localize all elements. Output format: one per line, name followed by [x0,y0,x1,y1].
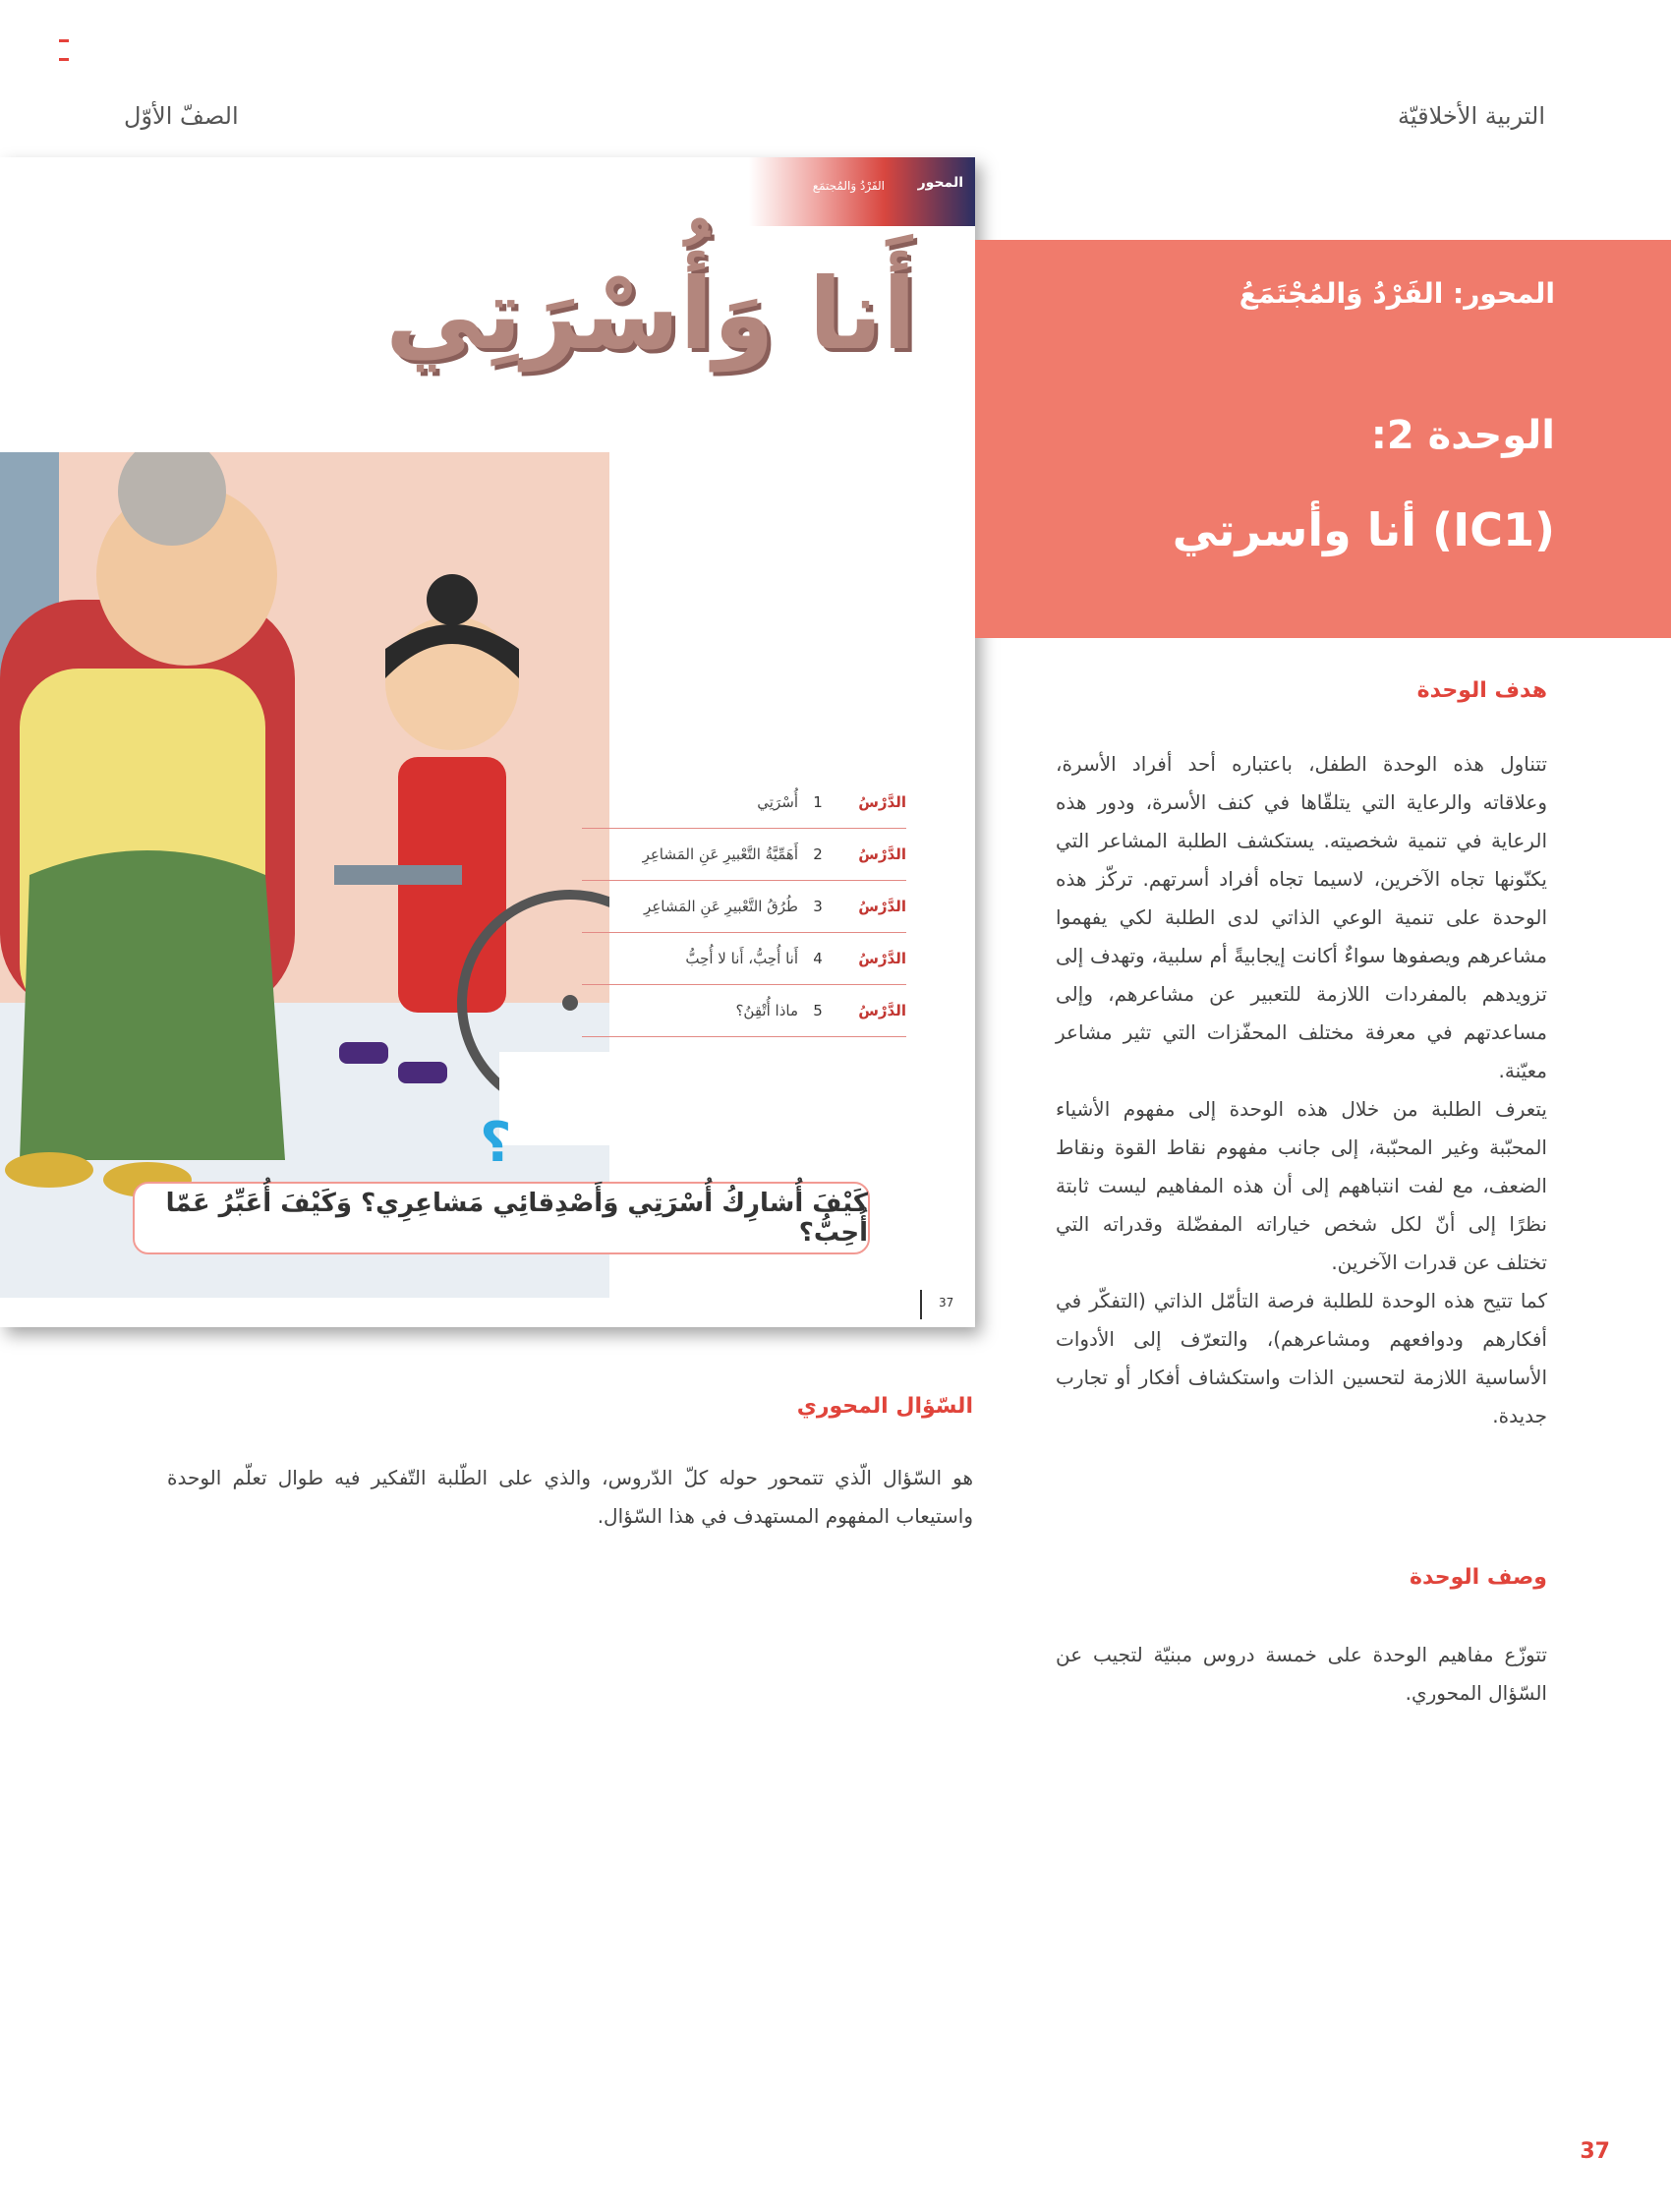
inner-page-number: 37 [939,1296,954,1310]
unit-goal-body [1056,745,1547,1435]
unit-goal-heading: هدف الوحدة [1416,678,1547,703]
lesson-number: 2 [813,845,823,863]
lesson-title: ماذا أُتْقِنُ؟ [735,1002,798,1019]
lesson-row [582,829,906,881]
unit-description-heading: وصف الوحدة [1410,1565,1547,1590]
question-mark-icon: ؟ [480,1111,512,1175]
core-question-heading: السّؤال المحوري [796,1394,973,1419]
unit-description-text: تتوزّع مفاهيم الوحدة على خمسة دروس مبنيّة لتجيب عن السّؤال المحوري. [1056,1643,1547,1705]
unit-goal-paragraph: يتعرف الطلبة من خلال هذه الوحدة إلى مفهوم الأشياء المحبّبة وغير المحبّبة، إلى جانب مفهوم نقاط القوة ونقاط الضعف، مع لفت انتباههم إلى أن هذه المفاهيم ليست ثابتة نظرًا إلى أنّ لكل شخص خياراته المفضّلة وقدراته التي تختلف عن قدرات الآخرين. [1056,1097,1547,1274]
lesson-number: 5 [813,1002,823,1019]
subject-header: التربية الأخلاقيّة [1398,102,1545,130]
top-corner-mark [59,28,86,31]
lesson-label: الدَّرْسُ [858,950,906,967]
lesson-row [582,777,906,829]
banner-axis: المحور: الفَرْدُ وَالمُجْتَمَعُ [1239,277,1555,310]
lesson-number: 4 [813,950,823,967]
lesson-label: الدَّرْسُ [858,793,906,811]
lesson-number: 3 [813,898,823,915]
lesson-title: أَهَمِّيَّةُ التَّعْبيرِ عَنِ المَشاعِرِ [642,845,798,863]
lesson-title: أُسْرَتِي [757,793,798,811]
unit-title-art: أَنا وَأُسْرَتِي [385,257,916,372]
page-number-divider [920,1290,922,1319]
unit-goal-paragraph: تتناول هذه الوحدة الطفل، باعتباره أحد أفراد الأسرة، وعلاقاته والرعاية التي يتلقّاها في كنف الأسرة، ودور هذه الرعاية في تنمية شخصيته. يستكشف الطلبة المشاعر التي يكنّونها تجاه الآخرين، لاسيما تجاه أفراد أسرتهم. تركّز هذه الوحدة على تنمية الوعي الذاتي لدى الطلبة لكي يفهموا مشاعرهم ويصفوها سواءٌ أكانت إيجابيةً أم سلبية، وتهدف إلى تزويدهم بالمفردات اللازمة للتعبير عن مشاعرهم، وإلى مساعدتهم في معرفة مختلف المحفّزات التي تثير مشاعر معيّنة. [1056,752,1547,1082]
central-question-box [133,1182,870,1254]
unit-goal-paragraph: كما تتيح هذه الوحدة للطلبة فرصة التأمّل الذاتي (التفكّر في أفكارهم ودوافعهم ومشاعرهم)، والتعرّف إلى الأدوات الأساسية اللازمة لتحسين الذات واستكشاف أفكار أو تجارب جديدة. [1056,1289,1547,1427]
family-illustration [0,452,609,1298]
lesson-row [582,985,906,1037]
white-cover-box [499,1052,632,1145]
page-number: 37 [1580,2139,1610,2164]
lesson-label: الدَّرْسُ [858,898,906,915]
lesson-number: 1 [813,793,823,811]
lesson-row [582,881,906,933]
lesson-title: أَنا أُحِبُّ، أَنا لا أُحِبُّ [685,950,798,967]
lesson-row [582,933,906,985]
ribbon-axis-label: المحور [917,175,963,191]
banner-unit-number: الوحدة 2: [1370,413,1555,458]
banner-unit-title: (IC1) أنا وأسرتي [1172,503,1555,556]
grade-header: الصفّ الأوّل [124,102,239,130]
lesson-label: الدَّرْسُ [858,845,906,863]
lesson-label: الدَّرْسُ [858,1002,906,1019]
textbook-page-image [0,157,975,1327]
ribbon-topic: الفَرْدُ وَالمُجتمَع [812,179,885,193]
central-question-text: كَيْفَ أُشارِكُ أُسْرَتِي وَأَصْدِقائِي مَشاعِرِي؟ وَكَيْفَ أُعَبِّرُ عَمّا أُحِبُّ؟ [165,1189,868,1248]
lesson-title: طُرُقُ التَّعْبيرِ عَنِ المَشاعِرِ [644,898,798,915]
lessons-list [582,777,906,1037]
core-question-text: هو السّؤال الّذي تتمحور حوله كلّ الدّروس، والذي على الطّلبة التّفكير فيه طوال تعلّم الوحدة واستيعاب المفهوم المستهدف في هذا السّؤال. [167,1466,973,1528]
